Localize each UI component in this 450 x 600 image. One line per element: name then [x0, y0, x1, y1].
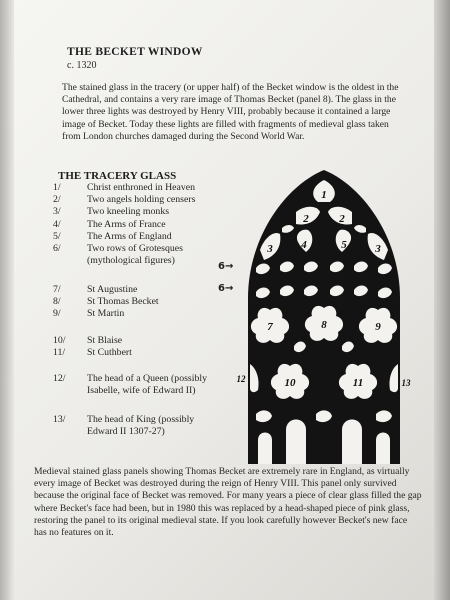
item-number: 8/: [53, 296, 61, 307]
list-item: [53, 296, 159, 308]
item-text: St Augustine: [87, 284, 138, 295]
item-text: St Cuthbert: [87, 347, 132, 358]
item-text: St Blaise: [87, 335, 123, 346]
list-item: [53, 335, 123, 347]
list-item: [53, 182, 196, 194]
list-item: [53, 373, 207, 396]
diagram-label: 2: [303, 213, 309, 225]
item-number: 13/: [53, 414, 66, 425]
item-number: 6/: [53, 243, 61, 254]
item-number: 5/: [53, 231, 61, 242]
item-number: 11/: [53, 347, 66, 358]
item-text: The head of King (possibly Edward II 1307-27): [87, 414, 195, 437]
item-text: Two rows of Grotesques (mythological figures): [87, 243, 183, 266]
card-left-shadow: [0, 0, 14, 600]
item-number: 12/: [53, 373, 66, 384]
intro-paragraph: The stained glass in the tracery (or upper half) of the Becket window is the oldest in the Cathedral, and contains a very rare image of Thomas Becket (panel 8). The glass in the lower three lights was destroyed by Henry VIII, probably because it contained a large image of Becket. Today these lights are filled with fragments of medieval glass taken from London churches damaged during the Second World War.: [62, 82, 399, 142]
diagram-label: 7: [267, 321, 273, 333]
item-number: 1/: [53, 182, 61, 193]
diagram-label: 11: [352, 377, 364, 389]
diagram-label: 2: [339, 213, 345, 225]
list-item: [53, 308, 125, 320]
item-text: Two kneeling monks: [87, 206, 170, 217]
diagram-label: 4: [301, 239, 307, 251]
card-right-edge: [434, 0, 450, 600]
item-number: 4/: [53, 219, 61, 230]
item-number: 9/: [53, 308, 61, 319]
page-title: THE BECKET WINDOW: [67, 46, 203, 58]
item-text: Two angels holding censers: [87, 194, 196, 205]
diagram-label: 10: [284, 377, 296, 389]
diagram-label: 9: [375, 321, 381, 333]
arrow-label: 6→: [218, 261, 234, 272]
item-text: St Thomas Becket: [87, 296, 159, 307]
diagram-label: 12: [236, 374, 246, 384]
list-item: [53, 243, 183, 266]
item-number: 7/: [53, 284, 61, 295]
item-number: 10/: [53, 335, 66, 346]
closing-paragraph: Medieval stained glass panels showing Thomas Becket are extremely rare in England, as virtually every image of Becket was destroyed during the reign of Henry VIII. This panel only survived because the original face of Becket was removed. For many years a piece of clear glass filled the gap where Becket's face had been, but in 1980 this was replaced by a head-shaped piece of pink glass, restoring the panel to its original medieval state. If you look carefully however Becket's new face has no features on it.: [34, 466, 422, 539]
diagram-label: 5: [341, 239, 347, 251]
list-item: [53, 219, 166, 231]
tracery-heading: THE TRACERY GLASS: [58, 170, 177, 182]
list-item: [53, 194, 196, 206]
arrow-label: 6→: [218, 283, 234, 294]
date-label: c. 1320: [67, 60, 97, 71]
item-text: The head of a Queen (possibly Isabelle, wife of Edward II): [87, 373, 207, 396]
item-number: 2/: [53, 194, 61, 205]
diagram-label: 13: [401, 378, 411, 388]
tracery-window-diagram: [210, 168, 425, 466]
list-item: [53, 414, 195, 437]
list-item: [53, 347, 132, 359]
item-text: The Arms of France: [87, 219, 166, 230]
diagram-label: 8: [321, 319, 327, 331]
item-text: St Martin: [87, 308, 125, 319]
diagram-label: 1: [321, 189, 327, 201]
item-text: The Arms of England: [87, 231, 172, 242]
diagram-label: 3: [267, 243, 273, 255]
list-item: [53, 231, 172, 243]
item-number: 3/: [53, 206, 61, 217]
list-item: [53, 284, 138, 296]
diagram-label: 3: [375, 243, 381, 255]
item-text: Christ enthroned in Heaven: [87, 182, 196, 193]
list-item: [53, 206, 170, 218]
